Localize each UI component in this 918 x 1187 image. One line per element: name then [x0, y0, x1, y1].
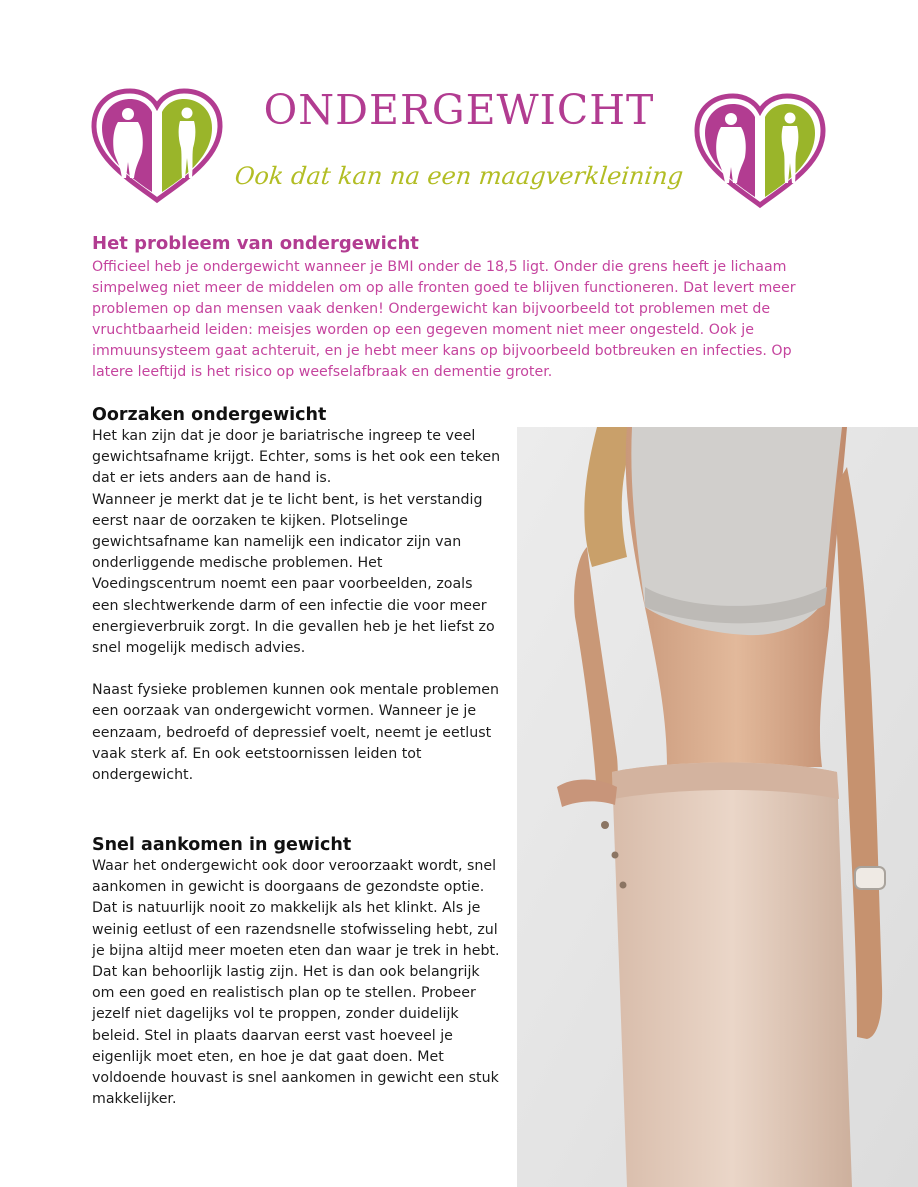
causes-paragraph-2: Wanneer je merkt dat je te licht bent, is het verstandig eerst naar de oorzaken te kijken. Plotselinge gewichtsafname kan namelijk een indicator zijn van onderliggende medische problemen. Het Voedingscentrum noemt een paar voorbeelden, zoals een slechtwerkende darm of een infectie die voor meer energieverbruik zorgt. In die gevallen heb je het liefst zo snel mogelijk medisch advies. — [92, 491, 495, 657]
intro-heading: Het probleem van ondergewicht — [92, 233, 419, 254]
gain-section — [92, 834, 502, 1110]
causes-section — [92, 404, 502, 786]
heart-silhouettes-logo-icon — [693, 93, 827, 211]
causes-paragraph-1: Het kan zijn dat je door je bariatrische ingreep te veel gewichtsafname krijgt. Echter, soms is het ook een teken dat er iets anders aan de hand is. — [92, 428, 501, 487]
causes-heading: Oorzaken ondergewicht — [92, 405, 327, 425]
woman-oversized-jeans-photo — [517, 427, 918, 1187]
gain-heading: Snel aankomen in gewicht — [92, 835, 352, 855]
gain-paragraph: Waar het ondergewicht ook door veroorzaakt wordt, snel aankomen in gewicht is doorgaans de gezondste optie. Dat is natuurlijk nooit zo makkelijk als het klinkt. Als je weinig eetlust of een razendsnelle stofwisseling hebt, zul je bijna altijd meer moeten eten dan waar je trek in hebt. Dat kan behoorlijk lastig zijn. Het is dan ook belangrijk om een goed en realistisch plan op te stellen. Probeer jezelf niet dagelijks vol te proppen, zonder duidelijk beleid. Stel in plaats daarvan eerst vast hoeveel je eigenlijk moet eten, en hoe je dat gaat doen. Met voldoende houvast is snel aankomen in gewicht een stuk makkelijker. — [92, 858, 500, 1108]
page-subtitle: Ook dat kan na een maagverkleining — [233, 162, 685, 190]
intro-paragraph: Officieel heb je ondergewicht wanneer je BMI onder de 18,5 ligt. Onder die grens heeft je lichaam simpelweg niet meer de middelen om op alle fronten goed te blijven functioneren. Dat levert meer problemen op dan mensen vaak denken! Ondergewicht kan bijvoorbeeld tot problemen met de vruchtbaarheid leiden: meisjes worden op een gegeven moment niet meer ongesteld. Ook je immuunsysteem gaat achteruit, en je hebt meer kans op bijvoorbeeld botbreuken en infecties. Op latere leeftijd is het risico op weefselafbraak en dementie groter. — [92, 259, 796, 380]
intro-section — [92, 233, 832, 382]
causes-paragraph-3: Naast fysieke problemen kunnen ook mentale problemen een oorzaak van ondergewicht vormen. Wanneer je je eenzaam, bedroefd of depressief voelt, neemt je eetlust vaak sterk af. En ook eetstoornissen leiden tot ondergewicht. — [92, 682, 500, 784]
page-title: ONDERGEWICHT — [263, 86, 655, 134]
